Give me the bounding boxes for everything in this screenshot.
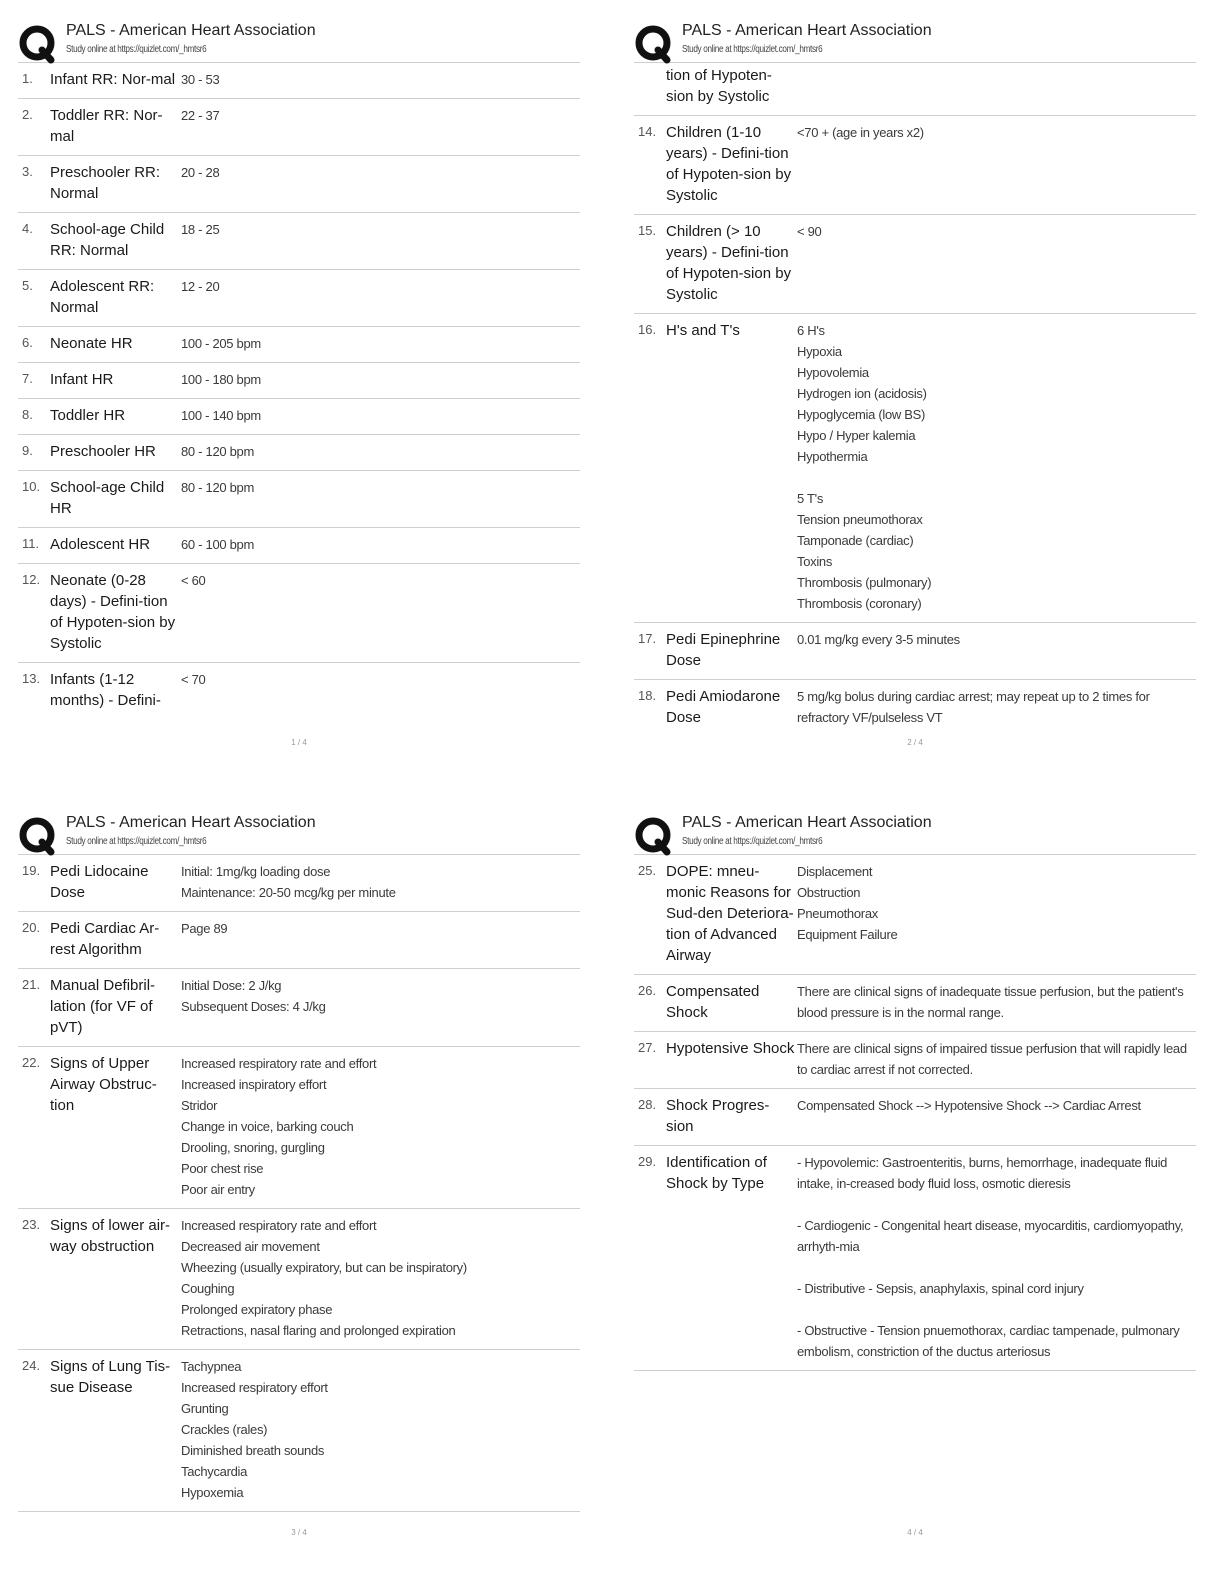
row-definition bbox=[180, 219, 580, 261]
row-term-continued: tion of Hypoten-sion by Systolic bbox=[666, 67, 772, 105]
row-term: Manual Defibril-lation (for VF of pVT) bbox=[50, 977, 156, 1036]
definition-line: Stridor bbox=[181, 1098, 218, 1113]
flashcard-row bbox=[18, 1350, 580, 1512]
definition-line: Increased respiratory rate and effort bbox=[181, 1218, 377, 1233]
row-number: 26. bbox=[638, 983, 657, 998]
row-definition bbox=[180, 1356, 580, 1503]
definition-line: Initial: 1mg/kg loading dose bbox=[181, 864, 331, 879]
flashcard-list bbox=[18, 855, 580, 1512]
flashcard-row bbox=[18, 435, 580, 471]
definition-line: 80 - 120 bpm bbox=[181, 480, 255, 495]
flashcard-list bbox=[634, 116, 1196, 736]
study-link[interactable]: Study online at https://quizlet.com/_hmtsr6 bbox=[66, 836, 207, 847]
definition-line: 100 - 205 bpm bbox=[181, 336, 261, 351]
flashcard-row bbox=[18, 528, 580, 564]
row-term: Infant RR: Nor-mal bbox=[50, 71, 176, 88]
row-term: Hypotensive Shock bbox=[666, 1040, 795, 1057]
definition-line: Hypoxia bbox=[797, 344, 842, 359]
quizlet-logo-icon bbox=[634, 24, 674, 64]
flashcard-row bbox=[634, 215, 1196, 314]
definition-line: Decreased air movement bbox=[181, 1239, 320, 1254]
flashcard-row bbox=[18, 213, 580, 270]
row-definition bbox=[796, 122, 1196, 206]
page-number: 1 / 4 bbox=[291, 738, 307, 747]
row-number: 24. bbox=[22, 1358, 41, 1373]
definition-line: Wheezing (usually expiratory, but can be inspiratory) bbox=[181, 1260, 467, 1275]
definition-line: Hypo / Hyper kalemia bbox=[797, 428, 916, 443]
row-term: Signs of Upper Airway Obstruc-tion bbox=[50, 1055, 157, 1114]
row-number: 17. bbox=[638, 631, 657, 646]
row-term: Infants (1-12 months) - Defini- bbox=[50, 671, 161, 709]
definition-line: Compensated Shock --> Hypotensive Shock --> Cardiac Arrest bbox=[797, 1098, 1141, 1113]
row-definition bbox=[180, 162, 580, 204]
row-definition bbox=[796, 1152, 1196, 1362]
definition-line: Diminished breath sounds bbox=[181, 1443, 325, 1458]
flashcard-row bbox=[634, 680, 1196, 736]
flashcard-row bbox=[18, 1209, 580, 1350]
definition-line: Hydrogen ion (acidosis) bbox=[797, 386, 927, 401]
flashcard-row bbox=[18, 663, 580, 719]
row-definition bbox=[180, 534, 580, 555]
row-term: Pedi Cardiac Ar-rest Algorithm bbox=[50, 920, 160, 958]
row-term: Preschooler HR bbox=[50, 443, 156, 460]
definition-line: Poor air entry bbox=[181, 1182, 255, 1197]
row-term: Toddler RR: Nor-mal bbox=[50, 107, 163, 145]
row-number: 10. bbox=[22, 479, 41, 494]
row-term: Pedi Amiodarone Dose bbox=[666, 688, 781, 726]
row-definition bbox=[796, 65, 1196, 107]
row-term: Adolescent HR bbox=[50, 536, 151, 553]
definition-line: Pneumothorax bbox=[797, 906, 878, 921]
quizlet-logo-icon bbox=[18, 24, 58, 64]
definition-line: Increased inspiratory effort bbox=[181, 1077, 327, 1092]
row-term: Signs of Lung Tis-sue Disease bbox=[50, 1358, 171, 1396]
row-number: 15. bbox=[638, 223, 657, 238]
definition-line: There are clinical signs of inadequate tissue perfusion, but the patient's blood pressure is in the normal range. bbox=[797, 984, 1184, 1020]
definition-line: Increased respiratory effort bbox=[181, 1380, 328, 1395]
row-number: 27. bbox=[638, 1040, 657, 1055]
definition-line: Hypovolemia bbox=[797, 365, 869, 380]
definition-line: There are clinical signs of impaired tissue perfusion that will rapidly lead to cardiac arrest if not corrected. bbox=[797, 1041, 1187, 1077]
definition-line: Tachypnea bbox=[181, 1359, 242, 1374]
definition-line: < 70 bbox=[181, 672, 206, 687]
row-term: Children (> 10 years) - Defini-tion of Hypoten-sion by Systolic bbox=[666, 223, 792, 303]
definition-line: Equipment Failure bbox=[797, 927, 898, 942]
row-number: 2. bbox=[22, 107, 33, 122]
row-number: 13. bbox=[22, 671, 41, 686]
definition-line: Crackles (rales) bbox=[181, 1422, 268, 1437]
definition-line: Subsequent Doses: 4 J/kg bbox=[181, 999, 326, 1014]
row-number: 22. bbox=[22, 1055, 41, 1070]
row-definition bbox=[180, 570, 580, 654]
definition-line: - Cardiogenic - Congenital heart disease, myocarditis, cardiomyopathy, arrhyth-mia bbox=[797, 1218, 1184, 1254]
row-definition bbox=[180, 441, 580, 462]
definition-line: < 90 bbox=[797, 224, 822, 239]
document-title: PALS - American Heart Association bbox=[66, 22, 316, 39]
row-number: 14. bbox=[638, 124, 657, 139]
row-definition bbox=[796, 1038, 1196, 1080]
row-term: Compensated Shock bbox=[666, 983, 760, 1021]
row-number: 4. bbox=[22, 221, 33, 236]
definition-line: 100 - 180 bpm bbox=[181, 372, 261, 387]
flashcard-row bbox=[18, 912, 580, 969]
flashcard-row bbox=[634, 314, 1196, 623]
definition-line: Toxins bbox=[797, 554, 833, 569]
row-definition bbox=[180, 333, 580, 354]
row-term: Pedi Lidocaine Dose bbox=[50, 863, 149, 901]
row-number: 21. bbox=[22, 977, 41, 992]
flashcard-row bbox=[18, 99, 580, 156]
row-definition bbox=[796, 320, 1196, 614]
definition-line: 100 - 140 bpm bbox=[181, 408, 261, 423]
document-title: PALS - American Heart Association bbox=[682, 22, 932, 39]
row-definition bbox=[796, 221, 1196, 305]
row-definition bbox=[180, 1215, 580, 1341]
flashcard-row bbox=[18, 63, 580, 99]
document-page-1 bbox=[18, 18, 580, 778]
row-number: 29. bbox=[638, 1154, 657, 1169]
row-definition bbox=[180, 477, 580, 519]
row-term: Neonate (0-28 days) - Defini-tion of Hypoten-sion by Systolic bbox=[50, 572, 176, 652]
definition-line: Thrombosis (pulmonary) bbox=[797, 575, 932, 590]
definition-line: Maintenance: 20-50 mcg/kg per minute bbox=[181, 885, 396, 900]
flashcard-row bbox=[18, 564, 580, 663]
definition-line: 80 - 120 bpm bbox=[181, 444, 255, 459]
study-link[interactable]: Study online at https://quizlet.com/_hmtsr6 bbox=[66, 44, 207, 55]
row-number: 11. bbox=[22, 536, 40, 551]
definition-line: 22 - 37 bbox=[181, 108, 220, 123]
row-definition bbox=[796, 629, 1196, 671]
row-number: 12. bbox=[22, 572, 41, 587]
definition-line: - Hypovolemic: Gastroenteritis, burns, hemorrhage, inadequate fluid intake, in-creased body fluid loss, osmotic dieresis bbox=[797, 1155, 1168, 1191]
row-term: School-age Child HR bbox=[50, 479, 165, 517]
row-term: Preschooler RR: Normal bbox=[50, 164, 161, 202]
row-term: Neonate HR bbox=[50, 335, 133, 352]
flashcard-row bbox=[18, 327, 580, 363]
flashcard-list bbox=[634, 855, 1196, 1371]
definition-line: 0.01 mg/kg every 3-5 minutes bbox=[797, 632, 960, 647]
definition-spacer bbox=[797, 467, 1196, 488]
flashcard-row bbox=[18, 156, 580, 213]
document-page-3 bbox=[18, 810, 580, 1570]
row-number: 18. bbox=[638, 688, 657, 703]
row-term: H's and T's bbox=[666, 322, 740, 339]
row-number bbox=[634, 65, 666, 107]
row-term: Toddler HR bbox=[50, 407, 126, 424]
definition-line: - Distributive - Sepsis, anaphylaxis, spinal cord injury bbox=[797, 1281, 1084, 1296]
row-definition bbox=[796, 686, 1196, 728]
row-number: 16. bbox=[638, 322, 657, 337]
definition-line: 60 - 100 bpm bbox=[181, 537, 255, 552]
definition-spacer bbox=[797, 1257, 1196, 1278]
page-header bbox=[18, 810, 580, 854]
document-title: PALS - American Heart Association bbox=[682, 814, 932, 831]
definition-line: Page 89 bbox=[181, 921, 228, 936]
document-page-4 bbox=[634, 810, 1196, 1570]
flashcard-row bbox=[18, 471, 580, 528]
row-number: 3. bbox=[22, 164, 33, 179]
flashcard-row bbox=[18, 1047, 580, 1209]
row-definition bbox=[180, 105, 580, 147]
definition-line: 20 - 28 bbox=[181, 165, 220, 180]
flashcard-row bbox=[18, 270, 580, 327]
definition-line: Coughing bbox=[181, 1281, 235, 1296]
flashcard-row bbox=[634, 975, 1196, 1032]
definition-line: - Obstructive - Tension pnuemothorax, cardiac tampenade, pulmonary embolism, constriction of the ductus arteriosus bbox=[797, 1323, 1180, 1359]
row-term: Adolescent RR: Normal bbox=[50, 278, 155, 316]
row-term: Signs of lower air-way obstruction bbox=[50, 1217, 171, 1255]
study-link[interactable]: Study online at https://quizlet.com/_hmtsr6 bbox=[682, 836, 823, 847]
flashcard-list bbox=[18, 63, 580, 719]
row-definition bbox=[180, 1053, 580, 1200]
row-definition bbox=[180, 975, 580, 1038]
definition-line: 5 T's bbox=[797, 491, 824, 506]
definition-line: 18 - 25 bbox=[181, 222, 220, 237]
study-link[interactable]: Study online at https://quizlet.com/_hmtsr6 bbox=[682, 44, 823, 55]
definition-line: Tension pneumothorax bbox=[797, 512, 923, 527]
row-definition bbox=[796, 981, 1196, 1023]
definition-line: Tamponade (cardiac) bbox=[797, 533, 914, 548]
definition-line: Drooling, snoring, gurgling bbox=[181, 1140, 325, 1155]
row-definition bbox=[180, 405, 580, 426]
row-definition bbox=[180, 669, 580, 711]
row-number: 25. bbox=[638, 863, 657, 878]
row-definition bbox=[180, 918, 580, 960]
quizlet-logo-icon bbox=[18, 816, 58, 856]
row-number: 6. bbox=[22, 335, 33, 350]
row-number: 28. bbox=[638, 1097, 657, 1112]
definition-line: Prolonged expiratory phase bbox=[181, 1302, 333, 1317]
page-header bbox=[18, 18, 580, 62]
flashcard-row bbox=[634, 1146, 1196, 1371]
flashcard-row bbox=[18, 855, 580, 912]
row-term: Shock Progres-sion bbox=[666, 1097, 770, 1135]
flashcard-row bbox=[634, 116, 1196, 215]
definition-line: Retractions, nasal flaring and prolonged expiration bbox=[181, 1323, 456, 1338]
definition-line: Change in voice, barking couch bbox=[181, 1119, 354, 1134]
row-term: Infant HR bbox=[50, 371, 114, 388]
row-number: 19. bbox=[22, 863, 41, 878]
row-definition bbox=[180, 369, 580, 390]
definition-line: 6 H's bbox=[797, 323, 825, 338]
flashcard-row bbox=[18, 399, 580, 435]
row-term: Identification of Shock by Type bbox=[666, 1154, 767, 1192]
page-number: 3 / 4 bbox=[291, 1528, 307, 1537]
row-term: Children (1-10 years) - Defini-tion of Hypoten-sion by Systolic bbox=[666, 124, 792, 204]
definition-line: Obstruction bbox=[797, 885, 861, 900]
definition-line: 12 - 20 bbox=[181, 279, 220, 294]
definition-spacer bbox=[797, 1299, 1196, 1320]
flashcard-row bbox=[18, 969, 580, 1047]
row-term: School-age Child RR: Normal bbox=[50, 221, 165, 259]
definition-line: Displacement bbox=[797, 864, 873, 879]
row-definition bbox=[796, 1095, 1196, 1137]
definition-line: Tachycardia bbox=[181, 1464, 248, 1479]
page-number: 4 / 4 bbox=[907, 1528, 923, 1537]
page-number: 2 / 4 bbox=[907, 738, 923, 747]
flashcard-row bbox=[634, 1032, 1196, 1089]
row-definition bbox=[180, 861, 580, 903]
definition-line: 5 mg/kg bolus during cardiac arrest; may repeat up to 2 times for refractory VF/pulseless VT bbox=[797, 689, 1150, 725]
row-term: DOPE: mneu-monic Reasons for Sud-den Deteriora-tion of Advanced Airway bbox=[666, 863, 794, 964]
definition-line: Initial Dose: 2 J/kg bbox=[181, 978, 282, 993]
definition-line: <70 + (age in years x2) bbox=[797, 125, 924, 140]
row-number: 1. bbox=[22, 71, 33, 86]
definition-line: Hypoxemia bbox=[181, 1485, 244, 1500]
definition-line: < 60 bbox=[181, 573, 206, 588]
definition-line: Hypothermia bbox=[797, 449, 868, 464]
continued-row bbox=[634, 63, 1196, 116]
document-title: PALS - American Heart Association bbox=[66, 814, 316, 831]
flashcard-row bbox=[634, 1089, 1196, 1146]
definition-line: Increased respiratory rate and effort bbox=[181, 1056, 377, 1071]
row-number: 23. bbox=[22, 1217, 41, 1232]
row-number: 5. bbox=[22, 278, 33, 293]
row-number: 9. bbox=[22, 443, 33, 458]
definition-line: Poor chest rise bbox=[181, 1161, 264, 1176]
definition-line: Hypoglycemia (low BS) bbox=[797, 407, 926, 422]
quizlet-logo-icon bbox=[634, 816, 674, 856]
row-definition bbox=[796, 861, 1196, 966]
row-number: 7. bbox=[22, 371, 33, 386]
document-page-2 bbox=[634, 18, 1196, 778]
flashcard-row bbox=[634, 855, 1196, 975]
page-header bbox=[634, 18, 1196, 62]
row-definition bbox=[180, 69, 580, 90]
row-definition bbox=[180, 276, 580, 318]
row-number: 8. bbox=[22, 407, 33, 422]
row-number: 20. bbox=[22, 920, 41, 935]
flashcard-row bbox=[634, 623, 1196, 680]
page-header bbox=[634, 810, 1196, 854]
definition-line: Thrombosis (coronary) bbox=[797, 596, 922, 611]
definition-spacer bbox=[797, 1194, 1196, 1215]
row-term: Pedi Epinephrine Dose bbox=[666, 631, 781, 669]
definition-line: Grunting bbox=[181, 1401, 229, 1416]
definition-line: 30 - 53 bbox=[181, 72, 220, 87]
flashcard-row bbox=[18, 363, 580, 399]
